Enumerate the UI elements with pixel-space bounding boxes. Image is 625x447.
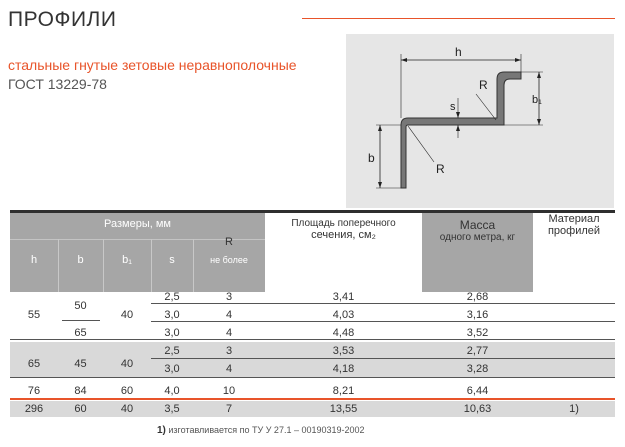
dimensions-group-header: Размеры, мм <box>10 213 265 239</box>
cell-mass: 6,44 <box>466 385 489 397</box>
header-divider <box>103 239 104 292</box>
material-header <box>533 213 615 292</box>
cell-b: 84 <box>74 385 87 397</box>
cell-mass: 10,63 <box>463 403 492 415</box>
b1-arrow-top <box>537 72 541 78</box>
profile-diagram <box>346 34 614 208</box>
table-row <box>10 384 615 398</box>
cell-s: 4,0 <box>164 385 180 397</box>
h-arrow-left <box>401 58 407 62</box>
footnote-marker: 1) <box>157 425 166 436</box>
b-split-rule <box>62 320 100 321</box>
col-header-s: s <box>169 254 175 266</box>
cell-b1: 40 <box>120 403 134 415</box>
cell-b: 65 <box>74 327 87 339</box>
header-divider <box>58 239 59 292</box>
cell-area: 8,21 <box>332 385 355 397</box>
cell-r: 4 <box>225 327 233 339</box>
s-label: s <box>450 101 456 113</box>
area-header <box>265 213 422 292</box>
cell-r: 4 <box>225 309 233 321</box>
r-bottom-label: R <box>436 162 445 176</box>
b-label: b <box>368 151 375 165</box>
cell-s: 3,0 <box>164 327 180 339</box>
col-header-b: b <box>77 254 84 266</box>
cell-mass: 3,28 <box>466 363 489 375</box>
z-profile-drawing <box>346 34 614 208</box>
col-header-r-note: не более <box>210 255 248 265</box>
cell-s: 3,0 <box>164 363 180 375</box>
product-subtitle: стальные гнутые зетовые неравнополочные <box>8 57 297 73</box>
page-title: ПРОФИЛИ <box>8 8 117 31</box>
cell-h: 76 <box>27 385 41 397</box>
footnote <box>157 425 365 436</box>
mass-header-line2: одного метра, кг <box>439 232 516 243</box>
cell-b1: 60 <box>120 385 134 397</box>
cell-h: 55 <box>27 309 41 321</box>
area-header-line1: Площадь поперечного <box>291 218 396 229</box>
cell-s: 3,5 <box>164 403 180 415</box>
col-header-b1: b₁ <box>122 254 132 266</box>
cell-mass: 2,77 <box>466 345 489 357</box>
s-arrow-top <box>456 112 460 118</box>
h-label: h <box>455 45 462 59</box>
table-row <box>10 401 615 417</box>
cell-s: 3,0 <box>164 309 180 321</box>
row-rule <box>151 303 615 304</box>
b-arrow-top <box>378 125 382 131</box>
cell-h: 65 <box>27 358 41 370</box>
cell-mass: 3,52 <box>466 327 489 339</box>
b-arrow-bottom <box>378 182 382 188</box>
cell-b: 45 <box>74 358 87 370</box>
cell-area: 4,18 <box>332 363 355 375</box>
cell-area: 13,55 <box>329 403 358 415</box>
material-header-line1: Материал <box>548 213 600 225</box>
row-rule <box>151 358 615 359</box>
cell-area: 3,41 <box>332 291 355 303</box>
cell-area: 4,48 <box>332 327 355 339</box>
title-divider <box>302 18 615 19</box>
cell-s: 2,5 <box>164 345 180 357</box>
col-header-r: R <box>225 236 233 248</box>
cell-r: 7 <box>225 403 233 415</box>
cell-area: 4,03 <box>332 309 355 321</box>
header-divider <box>193 239 194 292</box>
row-rule <box>151 321 615 322</box>
row-rule <box>10 377 615 378</box>
z-profile-shape <box>401 72 521 188</box>
cell-b1: 40 <box>120 358 134 370</box>
area-header-line2: сечения, см₂ <box>311 229 376 241</box>
r-top-label: R <box>479 78 488 92</box>
gost-standard: ГОСТ 13229-78 <box>8 76 107 92</box>
mass-header <box>422 213 533 292</box>
material-header-line2: профилей <box>547 225 601 237</box>
cell-s: 2,5 <box>164 291 180 303</box>
mass-header-line1: Масса <box>459 218 496 232</box>
cell-area: 3,53 <box>332 345 355 357</box>
r-bottom-leader <box>408 126 434 162</box>
cell-h: 296 <box>24 403 44 415</box>
cell-mass: 3,16 <box>466 309 489 321</box>
accent-row-rule <box>10 398 615 400</box>
cell-b: 50 <box>74 300 87 312</box>
header-divider <box>151 239 152 292</box>
cell-r: 3 <box>225 345 233 357</box>
cell-r: 4 <box>225 363 233 375</box>
table-row-group <box>10 342 615 378</box>
cell-mass: 2,68 <box>466 291 489 303</box>
footnote-text: изготавливается по ТУ У 27.1 – 00190319-2002 <box>165 425 365 435</box>
b1-label: b₁ <box>532 94 542 106</box>
cell-r: 3 <box>225 291 233 303</box>
s-arrow-bottom <box>456 125 460 131</box>
cell-b1: 40 <box>120 309 134 321</box>
cell-r: 10 <box>222 385 236 397</box>
cell-b: 60 <box>74 403 87 415</box>
col-header-h: h <box>30 254 38 266</box>
cell-material: 1) <box>569 403 579 415</box>
h-arrow-right <box>515 58 521 62</box>
b1-arrow-bottom <box>537 119 541 125</box>
r-top-leader <box>476 94 496 120</box>
